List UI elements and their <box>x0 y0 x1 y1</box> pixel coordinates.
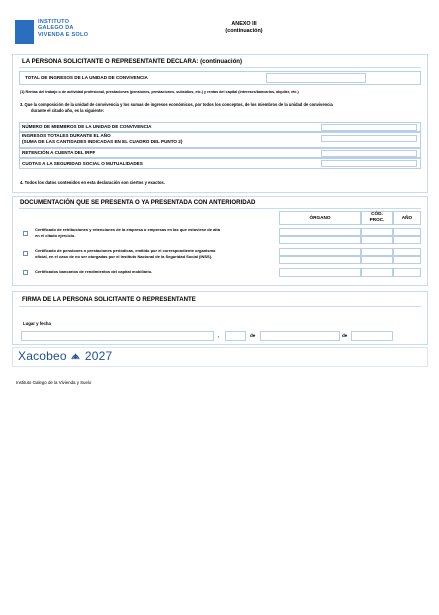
documentation-title: DOCUMENTACIÓN QUE SE PRESENTA O YA PRESENTADA CON ANTERIORIDAD <box>20 199 256 206</box>
documentation-section <box>12 196 428 286</box>
doc-1-year-field-2[interactable] <box>393 236 421 244</box>
doc-item-1-text: Certificado de retribuciones y retenciones de la empresa o empresas en las que estuviese de alta <box>35 227 220 232</box>
total-year-label: INGRESOS TOTALES DURANTE EL AÑO <box>22 133 111 138</box>
doc-1-code-field[interactable] <box>361 228 393 236</box>
doc-item-1-text-cont: en el citado ejercicio. <box>35 233 76 238</box>
doc-3-year-field[interactable] <box>393 268 421 277</box>
xacobeo-shell-icon <box>70 350 81 361</box>
footer-text: Instituto Galego de la Vivienda y Suelo <box>16 380 92 385</box>
point3-text-cont: durante el citado año, es la siguiente: <box>31 108 105 113</box>
point4-text: 4. Todos los datos contenidos en esta declaración son ciertos y exactos. <box>20 180 165 185</box>
total-year-field[interactable] <box>321 135 417 142</box>
org-line-3: VIVENDA E SOLO <box>38 31 89 38</box>
total-year-sublabel: (SUMA DE LAS CANTIDADES INDICADAS EN EL CUADRO DEL PUNTO 2) <box>22 139 183 144</box>
signature-title: FIRMA DE LA PERSONA SOLICITANTE O REPRESENTANTE <box>22 296 196 303</box>
total-income-field[interactable] <box>266 73 366 83</box>
doc-3-code-field[interactable] <box>361 268 393 277</box>
doc-checkbox-bancarios[interactable] <box>23 270 28 275</box>
doc-2-organ-field[interactable] <box>279 248 361 256</box>
comma-separator: , <box>218 333 220 338</box>
doc-1-organ-field-2[interactable] <box>279 236 361 244</box>
income-footnote: (1) Rentas del trabajo o de actividad profesional, prestaciones (pensiones, prestaciones, subsidios, etc.) y rentas del capital (intereses/bancarios, alquiler, etc.) <box>20 90 299 94</box>
declaration-section <box>12 54 428 193</box>
place-date-label: Lugar y fecha <box>23 321 51 326</box>
annex-heading <box>214 21 274 35</box>
code-header-line1: CÓD. <box>371 211 383 216</box>
divider <box>19 67 421 68</box>
day-field[interactable] <box>225 331 246 341</box>
organ-header: ÓRGANO <box>309 215 331 220</box>
code-header-line2: PROC. <box>369 217 385 222</box>
doc-checkbox-retribuciones[interactable] <box>23 231 28 236</box>
doc-3-organ-field[interactable] <box>279 268 361 277</box>
doc-item-3-text: Certificados bancarios de rendimientos del capital mobiliario. <box>35 269 153 274</box>
year-field[interactable] <box>351 331 393 341</box>
place-field[interactable] <box>21 331 214 341</box>
members-field[interactable] <box>321 124 417 131</box>
doc-2-year-field[interactable] <box>393 248 421 256</box>
members-label: NÚMERO DE MIEMBROS DE LA UNIDAD DE CONVIVENCIA <box>22 124 152 129</box>
irpf-label: RETENCIÓN A CUENTA DEL IRPF <box>22 150 96 155</box>
divider <box>19 306 421 307</box>
annex-subtitle: (continuación) <box>225 28 263 34</box>
code-header <box>361 211 393 223</box>
doc-2-year-field-2[interactable] <box>393 256 421 264</box>
de-separator-2: de <box>342 333 348 338</box>
signature-section <box>12 291 428 345</box>
org-line-2: GALEGO DA <box>38 25 74 32</box>
doc-1-organ-field[interactable] <box>279 228 361 236</box>
declaration-title: LA PERSONA SOLICITANTE O REPRESENTANTE DECLARA: (continuación) <box>22 58 243 65</box>
month-field[interactable] <box>260 331 340 341</box>
irpf-field[interactable] <box>321 150 417 157</box>
doc-2-code-field-2[interactable] <box>361 256 393 264</box>
org-line-1: INSTITUTO <box>38 19 70 25</box>
doc-2-organ-field-2[interactable] <box>279 256 361 264</box>
org-name <box>38 19 88 38</box>
doc-item-2-text: Certificado de pensiones o prestaciones periódicas, emitido por el correspondiente organismo <box>35 248 216 253</box>
doc-checkbox-pensiones[interactable] <box>23 251 28 256</box>
year-header: AÑO <box>401 215 413 220</box>
igvs-logo-icon <box>15 20 34 44</box>
de-separator-1: de <box>250 333 256 338</box>
divider <box>19 208 421 209</box>
social-security-label: CUOTAS A LA SEGURIDAD SOCIAL O MUTUALIDADES <box>22 161 143 166</box>
xacobeo-logo <box>18 349 112 363</box>
xacobeo-year: 2027 <box>84 349 113 363</box>
total-income-label: TOTAL DE INGRESOS DE LA UNIDAD DE CONVIVENCIA <box>25 75 148 80</box>
annex-title: ANEXO III <box>231 21 257 27</box>
social-security-field[interactable] <box>321 160 417 167</box>
xacobeo-text: Xacobeo <box>18 349 67 363</box>
point3-text: 3. Que la composición de la unidad de convivencia y los sumas de ingresos económicos, por todos los conceptos, de los miembros de la unidad de convivencia <box>20 102 333 107</box>
doc-1-year-field[interactable] <box>393 228 421 236</box>
doc-1-code-field-2[interactable] <box>361 236 393 244</box>
doc-item-2-text-cont: oficial, en el caso de no ser otorgadas por el Instituto Nacional de la Seguridad Social (INSS). <box>35 254 213 259</box>
doc-2-code-field[interactable] <box>361 248 393 256</box>
